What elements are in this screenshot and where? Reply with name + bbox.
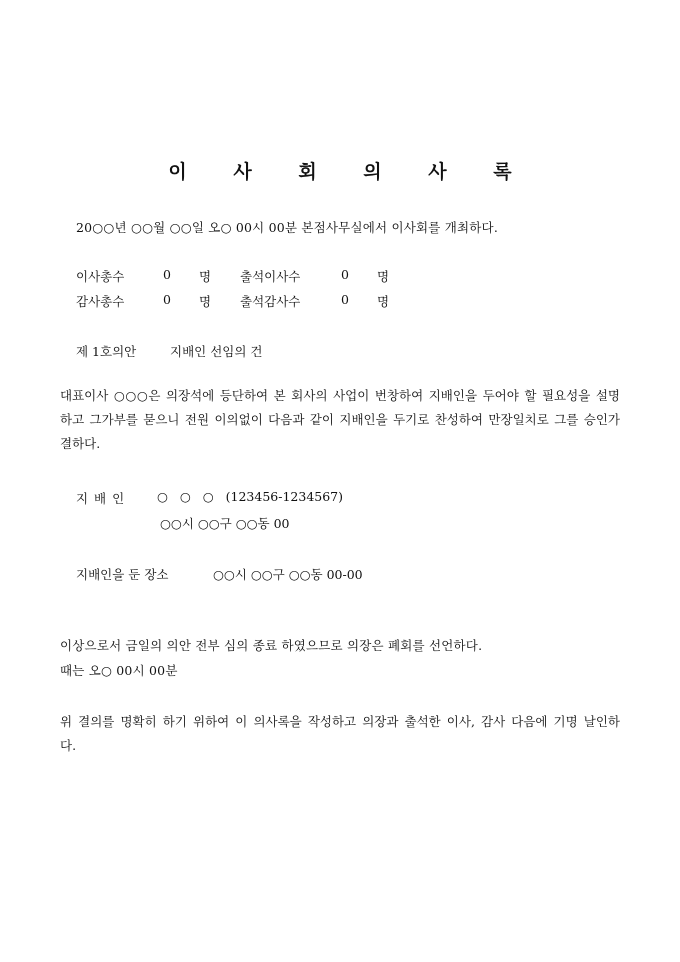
- auditor-total-label: 감사총수: [76, 294, 125, 309]
- director-present-label: 출석이사수: [240, 269, 301, 284]
- director-total-label: 이사총수: [76, 269, 125, 284]
- location-label: 지배인을 둔 장소: [76, 567, 169, 582]
- director-present-unit: 명: [377, 269, 390, 284]
- closing-line: 이상으로서 금일의 의안 전부 심의 종료 하였으므로 의장은 폐회를 선언하다.: [60, 638, 483, 653]
- auditor-present-value: 0: [341, 292, 349, 307]
- manager-name: ○ ○ ○ (123456-1234567): [157, 489, 344, 504]
- director-total-value: 0: [163, 267, 171, 282]
- final-paragraph: 위 결의를 명확히 하기 위하여 이 의사록을 작성하고 의장과 출석한 이사, 감사 다음에 기명 날인하다.: [60, 714, 620, 753]
- auditor-present-label: 출석감사수: [240, 294, 301, 309]
- document-title: 이 사 회 의 사 록: [168, 161, 532, 183]
- auditor-total-value: 0: [163, 292, 171, 307]
- opening-line: 20○○년 ○○월 ○○일 오○ 00시 00분 본점사무실에서 이사회를 개최하다.: [76, 220, 499, 235]
- resolution-paragraph: 대표이사 ○○○은 의장석에 등단하여 본 회사의 사업이 번창하여 지배인을 두어야 할 필요성을 설명하고 그가부를 묻으니 전원 이의없이 다음과 같이 지배인을 두기로 찬성하여 만장일치로 그를 승인가결하다.: [60, 388, 620, 451]
- director-total-unit: 명: [199, 269, 212, 284]
- manager-label: 지 배 인: [76, 491, 126, 506]
- director-present-value: 0: [341, 267, 349, 282]
- agenda-number: 제 1호의안: [76, 344, 137, 359]
- auditor-present-unit: 명: [377, 294, 390, 309]
- agenda-subject: 지배인 선임의 건: [170, 344, 263, 359]
- location-address: ○○시 ○○구 ○○동 00-00: [213, 567, 363, 582]
- manager-address: ○○시 ○○구 ○○동 00: [160, 516, 290, 531]
- auditor-total-unit: 명: [199, 294, 212, 309]
- closing-time: 때는 오○ 00시 00분: [60, 663, 178, 678]
